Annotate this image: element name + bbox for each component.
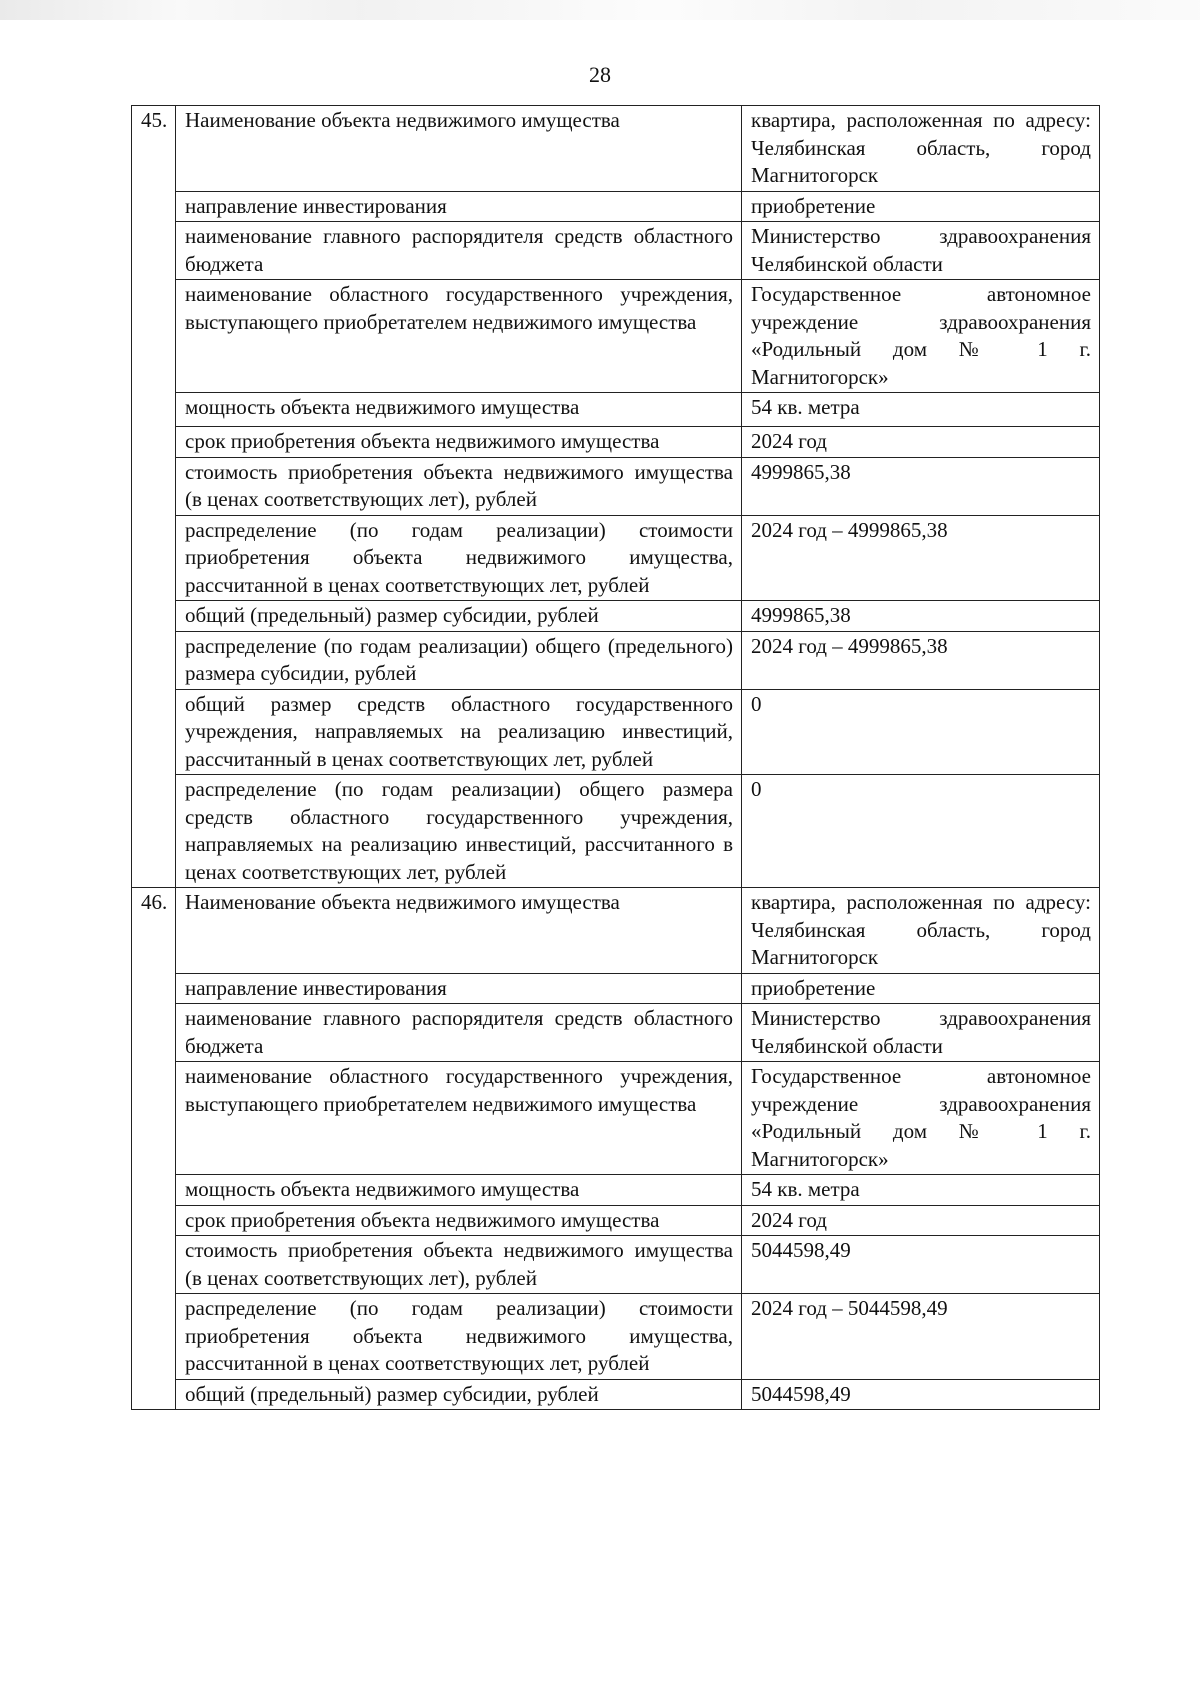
row-label: общий размер средств областного государственного учреждения, направляемых на реализацию инвестиций, рассчитанный в ценах соответствующих лет, рублей (176, 689, 742, 775)
row-value: Министерство здравоохранения Челябинской области (742, 1004, 1100, 1062)
row-label: срок приобретения объекта недвижимого имущества (176, 1205, 742, 1236)
row-value: 54 кв. метра (742, 1175, 1100, 1206)
row-label: направление инвестирования (176, 191, 742, 222)
table-row (132, 601, 1100, 632)
row-label: распределение (по годам реализации) стоимости приобретения объекта недвижимого имущества, рассчитанной в ценах соответствующих лет, рублей (176, 515, 742, 601)
table-row (132, 888, 1100, 974)
row-label: распределение (по годам реализации) общего (предельного) размера субсидии, рублей (176, 631, 742, 689)
row-value: Государственное автономное учреждение здравоохранения «Родильный дом № 1 г. Магнитогорск» (742, 280, 1100, 393)
table-row (132, 191, 1100, 222)
row-value: приобретение (742, 191, 1100, 222)
table-row (132, 1004, 1100, 1062)
row-value: 54 кв. метра (742, 393, 1100, 427)
row-value: 0 (742, 775, 1100, 888)
table-row (132, 1236, 1100, 1294)
table-row (132, 280, 1100, 393)
table-row (132, 689, 1100, 775)
row-value: 4999865,38 (742, 457, 1100, 515)
table-row (132, 106, 1100, 192)
row-label: Наименование объекта недвижимого имущества (176, 888, 742, 974)
table-row (132, 1205, 1100, 1236)
row-label: направление инвестирования (176, 973, 742, 1004)
table-row (132, 515, 1100, 601)
item-number: 46. (132, 888, 176, 1410)
row-value: 2024 год (742, 1205, 1100, 1236)
investment-objects-table (131, 105, 1100, 1410)
table-row (132, 1062, 1100, 1175)
table-row (132, 427, 1100, 458)
table-row (132, 457, 1100, 515)
row-value: 5044598,49 (742, 1379, 1100, 1410)
row-label: мощность объекта недвижимого имущества (176, 393, 742, 427)
table-row (132, 393, 1100, 427)
row-value: квартира, расположенная по адресу: Челябинская область, город Магнитогорск (742, 888, 1100, 974)
row-value: приобретение (742, 973, 1100, 1004)
row-label: распределение (по годам реализации) стоимости приобретения объекта недвижимого имущества, рассчитанной в ценах соответствующих лет, рублей (176, 1294, 742, 1380)
row-value: 5044598,49 (742, 1236, 1100, 1294)
row-label: распределение (по годам реализации) общего размера средств областного государственного учреждения, направляемых на реализацию инвестиций, рассчитанного в ценах соответствующих лет, рублей (176, 775, 742, 888)
table-row (132, 222, 1100, 280)
row-label: общий (предельный) размер субсидии, рублей (176, 1379, 742, 1410)
row-value: 0 (742, 689, 1100, 775)
row-label: срок приобретения объекта недвижимого имущества (176, 427, 742, 458)
row-value: 2024 год – 4999865,38 (742, 631, 1100, 689)
row-value: 2024 год (742, 427, 1100, 458)
row-value: 2024 год – 5044598,49 (742, 1294, 1100, 1380)
row-label: наименование областного государственного учреждения, выступающего приобретателем недвижимого имущества (176, 1062, 742, 1175)
row-label: стоимость приобретения объекта недвижимого имущества (в ценах соответствующих лет), рублей (176, 1236, 742, 1294)
row-label: общий (предельный) размер субсидии, рублей (176, 601, 742, 632)
row-label: наименование главного распорядителя средств областного бюджета (176, 1004, 742, 1062)
table-row (132, 1294, 1100, 1380)
table-row (132, 973, 1100, 1004)
row-label: стоимость приобретения объекта недвижимого имущества (в ценах соответствующих лет), рублей (176, 457, 742, 515)
row-value: 4999865,38 (742, 601, 1100, 632)
row-label: наименование областного государственного учреждения, выступающего приобретателем недвижимого имущества (176, 280, 742, 393)
table-row (132, 1175, 1100, 1206)
table-row (132, 631, 1100, 689)
row-label: наименование главного распорядителя средств областного бюджета (176, 222, 742, 280)
page-number: 28 (589, 62, 611, 87)
row-label: Наименование объекта недвижимого имущества (176, 106, 742, 192)
table-row (132, 1379, 1100, 1410)
row-value: 2024 год – 4999865,38 (742, 515, 1100, 601)
table-row (132, 775, 1100, 888)
row-value: Государственное автономное учреждение здравоохранения «Родильный дом № 1 г. Магнитогорск» (742, 1062, 1100, 1175)
scan-artifact-strip (0, 0, 1200, 20)
row-value: Министерство здравоохранения Челябинской области (742, 222, 1100, 280)
row-label: мощность объекта недвижимого имущества (176, 1175, 742, 1206)
row-value: квартира, расположенная по адресу: Челябинская область, город Магнитогорск (742, 106, 1100, 192)
item-number: 45. (132, 106, 176, 888)
